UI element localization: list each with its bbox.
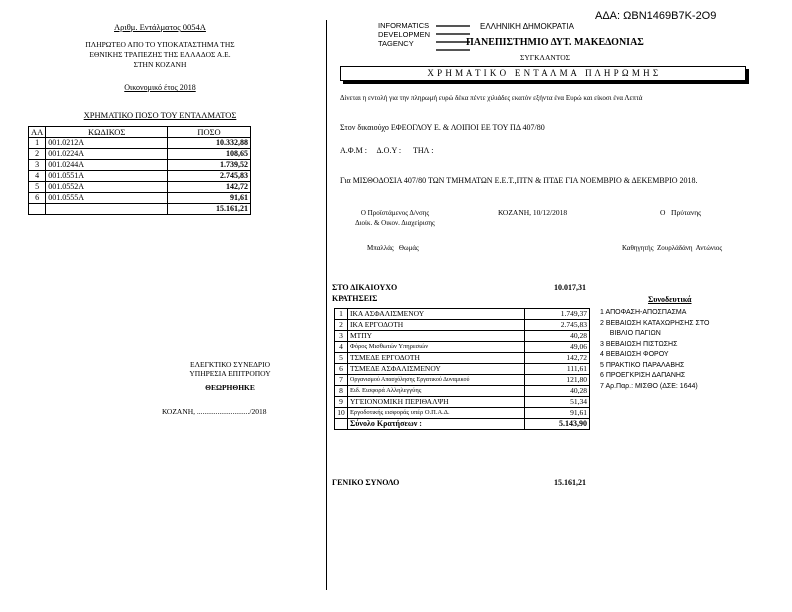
amounts-title: ΧΡΗΜΑΤΙΚΟ ΠΟΣΟ ΤΟΥ ΕΝΤΑΛΜΑΤΟΣ bbox=[83, 110, 237, 120]
deduction-amount: 111,61 bbox=[525, 364, 590, 375]
audit-place: ΚΟΖΑΝΗ, ............................/2018 bbox=[162, 407, 267, 416]
row-aa: 3 bbox=[29, 160, 46, 171]
deduction-row bbox=[335, 408, 590, 419]
deduction-num: 7 bbox=[335, 375, 348, 386]
deduction-row bbox=[335, 320, 590, 331]
deduction-amount: 49,06 bbox=[525, 342, 590, 353]
deduction-row bbox=[335, 375, 590, 386]
table-row bbox=[29, 160, 251, 171]
row-amount: 142,72 bbox=[168, 182, 251, 193]
deductions-table bbox=[334, 308, 590, 430]
deduction-row bbox=[335, 309, 590, 320]
ada-code: ΑΔΑ: ΩΒΝ1469Β7Κ-2Ο9 bbox=[595, 10, 717, 22]
table-row bbox=[29, 138, 251, 149]
table-header-row bbox=[29, 127, 251, 138]
deduction-row bbox=[335, 331, 590, 342]
deduction-amount: 2.745,83 bbox=[525, 320, 590, 331]
row-amount: 2.745,83 bbox=[168, 171, 251, 182]
row-aa: 6 bbox=[29, 193, 46, 204]
header-aa: ΑΑ bbox=[29, 127, 46, 138]
row-code: 001.0244Α bbox=[46, 160, 168, 171]
agency-block bbox=[378, 21, 430, 48]
payment-reason: Για ΜΙΣΘΟΔΟΣΙΑ 407/80 ΤΩΝ ΤΜΗΜΑΤΩΝ Ε.Ε.Τ.,ΠΤΝ & ΠΤΔΕ ΓΙΑ ΝΟΕΜΒΡΙΟ & ΔΕΚΕΜΒΡΙΟ 2018. bbox=[340, 176, 698, 185]
signature-left-sub: Διοίκ. & Οικον. Διαχείρισης bbox=[355, 219, 435, 227]
deduction-num: 9 bbox=[335, 397, 348, 408]
audit-stamp: ΘΕΩΡΗΘΗΚΕ bbox=[205, 383, 255, 392]
docs-item: ΒΙΒΛΙΟ ΠΑΓΙΩΝ bbox=[600, 330, 661, 337]
country-name: ΕΛΛΗΝΙΚΗ ΔΗΜΟΚΡΑΤΙΑ bbox=[480, 22, 574, 31]
deduction-row bbox=[335, 353, 590, 364]
deductions-total-label: Σύνολο Κρατήσεων : bbox=[348, 419, 525, 430]
agency-line: TAGENCY bbox=[378, 39, 414, 48]
docs-list bbox=[600, 308, 709, 392]
table-row bbox=[29, 193, 251, 204]
to-beneficiary-label: ΣΤΟ ΔΙΚΑΙΟΥΧΟ bbox=[332, 283, 398, 292]
deduction-amount: 1.749,37 bbox=[525, 309, 590, 320]
row-aa: 2 bbox=[29, 149, 46, 160]
column-divider bbox=[326, 20, 327, 590]
row-aa: 4 bbox=[29, 171, 46, 182]
deductions-total-row bbox=[335, 419, 590, 430]
empty-cell bbox=[29, 204, 46, 215]
document-title: Χ Ρ Η Μ Α Τ Ι Κ Ο Ε Ν Τ Α Λ Μ Α Π Λ Η Ρ Ω Μ Η Σ bbox=[427, 68, 659, 78]
payable-line: ΣΤΗΝ ΚΟΖΑΝΗ bbox=[133, 60, 187, 69]
agency-line: INFORMATICS bbox=[378, 21, 430, 30]
audit-block bbox=[150, 360, 310, 392]
payment-instruction: Δίνεται η εντολή για την πληρωμή ευρώ δέκα πέντε χιλιάδες εκατόν εξήντα ένα Ευρώ και είκοσι ένα Λεπτά bbox=[340, 94, 643, 102]
docs-item: 4 ΒΕΒΑΙΩΣΗ ΦΟΡΟΥ bbox=[600, 351, 669, 358]
deduction-num: 4 bbox=[335, 342, 348, 353]
deduction-row bbox=[335, 342, 590, 353]
university-name: ΠΑΝΕΠΙΣΤΗΜΙΟ ΔΥΤ. ΜΑΚΕΔΟΝΙΑΣ bbox=[466, 37, 644, 48]
deduction-label: ΙΚΑ ΕΡΓΟΔΟΤΗ bbox=[348, 320, 525, 331]
deduction-num: 3 bbox=[335, 331, 348, 342]
audit-line: ΥΠΗΡΕΣΙΑ ΕΠΙΤΡΟΠΟΥ bbox=[189, 369, 271, 378]
deduction-num: 8 bbox=[335, 386, 348, 397]
row-amount: 10.332,88 bbox=[168, 138, 251, 149]
signature-right-title: Ο Πρύτανης bbox=[660, 208, 702, 217]
deduction-amount: 142,72 bbox=[525, 353, 590, 364]
signature-left bbox=[330, 208, 460, 228]
docs-item: 5 ΠΡΑΚΤΙΚΟ ΠΑΡΑΛΑΒΗΣ bbox=[600, 361, 685, 369]
table-row bbox=[29, 171, 251, 182]
fiscal-year: Οικονομικό έτος 2018 bbox=[124, 83, 196, 92]
empty-cell bbox=[335, 419, 348, 430]
deduction-num: 6 bbox=[335, 364, 348, 375]
deductions-label: ΚΡΑΤΗΣΕΙΣ bbox=[332, 294, 378, 303]
deduction-num: 10 bbox=[335, 408, 348, 419]
deduction-label: ΙΚΑ ΑΣΦΑΛΙΣΜΕΝΟΥ bbox=[348, 309, 525, 320]
deduction-label: Ειδ. Εισφορά Αλληλεγγύης bbox=[348, 386, 525, 397]
payable-line: ΕΘΝΙΚΗΣ ΤΡΑΠΕΖΗΣ ΤΗΣ ΕΛΛΑΔΟΣ Α.Ε. bbox=[89, 50, 231, 59]
table-row bbox=[29, 149, 251, 160]
row-code: 001.0551Α bbox=[46, 171, 168, 182]
docs-item: 2 ΒΕΒΑΙΩΣΗ ΚΑΤΑΧΩΡΗΣΗΣ ΣΤΟ bbox=[600, 319, 710, 327]
header-amount: ΠΟΣΟ bbox=[168, 127, 251, 138]
docs-item: 7 Αρ.Παρ.: ΜΙΣΘΟ (ΔΣΕ: 1644) bbox=[600, 382, 698, 390]
total-amount: 15.161,21 bbox=[168, 204, 251, 215]
deduction-row bbox=[335, 397, 590, 408]
city-name: ΣΥΓΚΛΑΝΤΟΣ bbox=[520, 53, 571, 62]
to-beneficiary-amount: 10.017,31 bbox=[554, 283, 586, 292]
signature-left-title: Ο Προϊστάμενος Δ/νσης bbox=[360, 209, 430, 217]
docs-item: 6 ΠΡΟΕΓΚΡΙΣΗ ΔΑΠΑΝΗΣ bbox=[600, 372, 686, 379]
deduction-amount: 51,34 bbox=[525, 397, 590, 408]
deductions-total-amount: 5.143,90 bbox=[525, 419, 590, 430]
deduction-label: Εργοδοτικής εισφοράς υπέρ Ο.Π.Α.Δ. bbox=[348, 408, 525, 419]
grand-total-label: ΓΕΝΙΚΟ ΣΥΝΟΛΟ bbox=[332, 478, 400, 487]
row-code: 001.0555Α bbox=[46, 193, 168, 204]
payable-line: ΠΛΗΡΩΤΕΟ ΑΠΟ ΤΟ ΥΠΟΚΑΤΑΣΤΗΜΑ ΤΗΣ bbox=[85, 40, 235, 49]
deduction-label: Φόρος Μισθωτών Υπηρεσιών bbox=[348, 342, 525, 353]
amounts-table bbox=[28, 126, 251, 215]
grand-total-amount: 15.161,21 bbox=[554, 478, 586, 487]
deduction-amount: 91,61 bbox=[525, 408, 590, 419]
afm-line: Α.Φ.Μ : Δ.Ο.Υ : ΤΗΛ : bbox=[340, 146, 434, 155]
deduction-amount: 121,80 bbox=[525, 375, 590, 386]
table-total-row bbox=[29, 204, 251, 215]
order-number: Αριθμ. Εντάλματος 0054Α bbox=[114, 22, 206, 32]
header-code: ΚΩΔΙΚΟΣ bbox=[46, 127, 168, 138]
deduction-num: 2 bbox=[335, 320, 348, 331]
deduction-num: 1 bbox=[335, 309, 348, 320]
deduction-label: Οργανισμού Απασχόλησης Εργατικού Δυναμικού bbox=[348, 375, 525, 386]
row-code: 001.0552Α bbox=[46, 182, 168, 193]
title-box bbox=[340, 66, 746, 81]
deduction-num: 5 bbox=[335, 353, 348, 364]
signature-date: ΚΟΖΑΝΗ, 10/12/2018 bbox=[498, 208, 568, 217]
deduction-label: ΤΣΜΕΔΕ ΕΡΓΟΔΟΤΗ bbox=[348, 353, 525, 364]
deduction-row bbox=[335, 386, 590, 397]
docs-item: 1 ΑΠΟΦΑΣΗ-ΑΠΟΣΠΑΣΜΑ bbox=[600, 309, 687, 316]
row-amount: 91,61 bbox=[168, 193, 251, 204]
deduction-row bbox=[335, 364, 590, 375]
row-amount: 1.739,52 bbox=[168, 160, 251, 171]
row-aa: 5 bbox=[29, 182, 46, 193]
deduction-label: ΜΤΠΥ bbox=[348, 331, 525, 342]
docs-item: 3 ΒΕΒΑΙΩΣΗ ΠΙΣΤΩΣΗΣ bbox=[600, 340, 678, 348]
agency-line: DEVELOPMEN bbox=[378, 30, 431, 39]
row-amount: 108,65 bbox=[168, 149, 251, 160]
table-row bbox=[29, 182, 251, 193]
row-code: 001.0224Α bbox=[46, 149, 168, 160]
beneficiary: Στον δικαιούχο ΕΦΕΟΓΛΟΥ Ε. & ΛΟΙΠΟΙ ΕΕ ΤΟΥ ΠΔ 407/80 bbox=[340, 123, 545, 132]
signature-right-name: Καθηγητής Ζουρλάδάνη Αντώνιος bbox=[622, 244, 723, 252]
empty-cell bbox=[46, 204, 168, 215]
payable-block bbox=[40, 40, 280, 70]
agency-logo-icon bbox=[436, 22, 470, 60]
row-aa: 1 bbox=[29, 138, 46, 149]
deduction-label: ΤΣΜΕΔΕ ΑΣΦΑΛΙΣΜΕΝΟΥ bbox=[348, 364, 525, 375]
deduction-amount: 40,28 bbox=[525, 386, 590, 397]
row-code: 001.0212Α bbox=[46, 138, 168, 149]
signature-left-name: Μπαλλάς Θωμάς bbox=[367, 244, 419, 252]
deduction-label: ΥΓΕΙΟΝΟΜΙΚΗ ΠΕΡΙΘΑΛΨΗ bbox=[348, 397, 525, 408]
docs-title: Συνοδευτικά bbox=[648, 295, 692, 304]
deduction-amount: 40,28 bbox=[525, 331, 590, 342]
audit-line: ΕΛΕΓΚΤΙΚΟ ΣΥΝΕΔΡΙΟ bbox=[190, 360, 270, 369]
